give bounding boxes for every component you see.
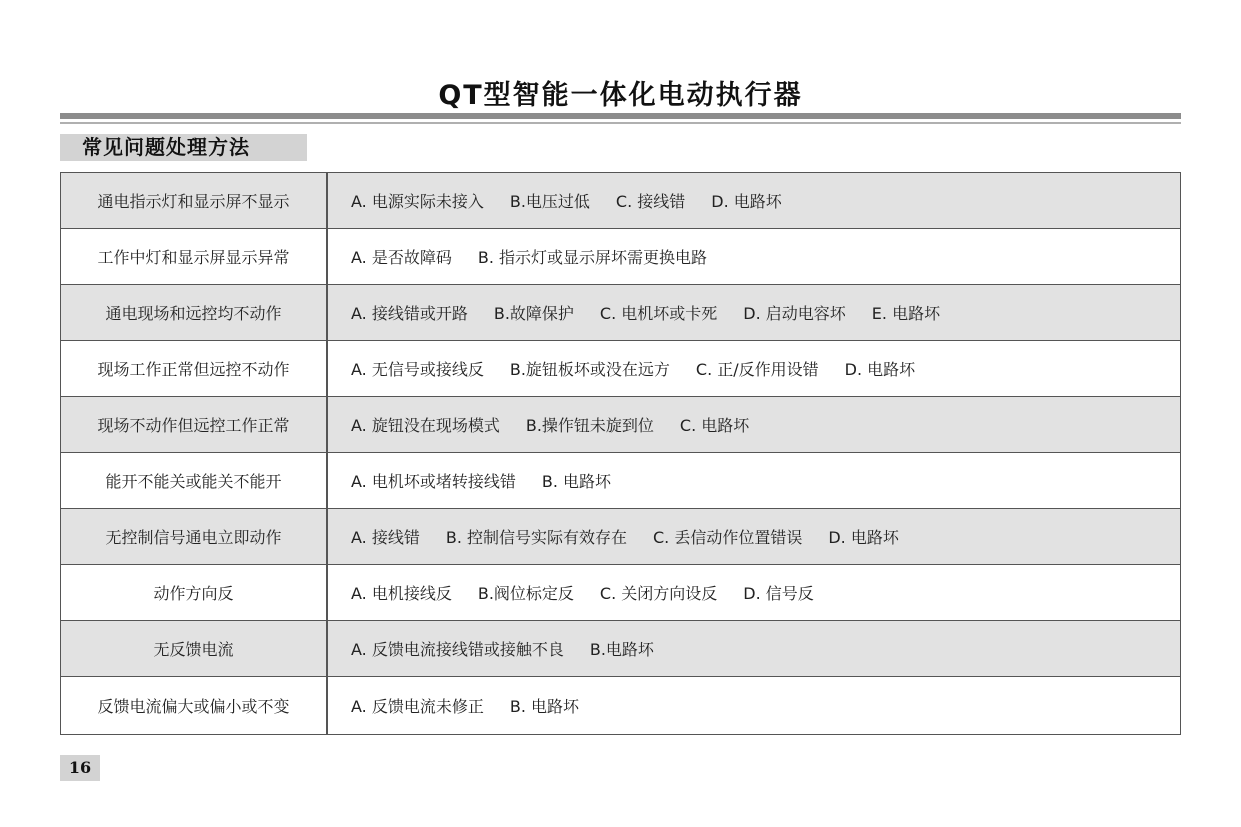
- cause-item: A. 是否故障码: [351, 248, 452, 267]
- cause-item: D. 启动电容坏: [743, 304, 846, 323]
- issue-cell: 能开不能关或能关不能开: [61, 453, 328, 508]
- table-row: [61, 565, 1180, 621]
- cause-item: D. 电路坏: [711, 192, 782, 211]
- cause-item: C. 关闭方向设反: [599, 584, 718, 603]
- cause-item: B.电压过低: [509, 192, 590, 211]
- issue-cell: 动作方向反: [61, 565, 328, 620]
- section-heading-box: [60, 134, 307, 161]
- page-number: 16: [60, 755, 100, 781]
- cause-item: A. 接线错: [351, 528, 420, 547]
- cause-item: B.旋钮板坏或没在远方: [509, 360, 670, 379]
- cause-item: B. 电路坏: [509, 697, 579, 716]
- cause-item: B.阀位标定反: [477, 584, 574, 603]
- cause-item: C. 电路坏: [679, 416, 750, 435]
- cause-item: A. 反馈电流接线错或接触不良: [351, 640, 564, 659]
- table-row: [61, 285, 1180, 341]
- issue-cell: 无反馈电流: [61, 621, 328, 676]
- table-row: [61, 621, 1180, 677]
- cause-item: C. 接线错: [615, 192, 686, 211]
- causes-cell: [351, 341, 941, 396]
- cause-item: A. 旋钮没在现场模式: [351, 416, 500, 435]
- causes-cell: [351, 229, 733, 284]
- cause-item: B.操作钮未旋到位: [525, 416, 654, 435]
- table-row: [61, 677, 1180, 734]
- cause-item: C. 电机坏或卡死: [599, 304, 718, 323]
- table-row: [61, 229, 1180, 285]
- cause-item: B.电路坏: [589, 640, 654, 659]
- issue-cell: 反馈电流偏大或偏小或不变: [61, 677, 328, 734]
- causes-cell: [351, 565, 840, 620]
- cause-item: A. 接线错或开路: [351, 304, 468, 323]
- table-row: [61, 509, 1180, 565]
- cause-item: B.故障保护: [493, 304, 574, 323]
- cause-item: D. 信号反: [743, 584, 814, 603]
- table-row: [61, 173, 1180, 229]
- causes-cell: [351, 677, 605, 734]
- cause-item: A. 电源实际未接入: [351, 192, 484, 211]
- issue-cell: 通电现场和远控均不动作: [61, 285, 328, 340]
- troubleshooting-table: [60, 172, 1181, 735]
- table-row: [61, 341, 1180, 397]
- cause-item: B. 指示灯或显示屏坏需更换电路: [477, 248, 707, 267]
- issue-cell: 现场工作正常但远控不动作: [61, 341, 328, 396]
- cause-item: C. 丢信动作位置错误: [653, 528, 803, 547]
- cause-item: A. 电机坏或堵转接线错: [351, 472, 516, 491]
- section-heading: 常见问题处理方法: [82, 135, 250, 159]
- table-row: [61, 453, 1180, 509]
- causes-cell: [351, 453, 637, 508]
- causes-cell: [351, 285, 966, 340]
- cause-item: D. 电路坏: [844, 360, 916, 379]
- cause-item: E. 电路坏: [871, 304, 941, 323]
- issue-cell: 无控制信号通电立即动作: [61, 509, 328, 564]
- header-rule-thick: [60, 113, 1181, 119]
- cause-item: C. 正/反作用设错: [695, 360, 819, 379]
- cause-item: A. 反馈电流未修正: [351, 697, 484, 716]
- issue-cell: 工作中灯和显示屏显示异常: [61, 229, 328, 284]
- page-title: QT型智能一体化电动执行器: [438, 80, 803, 111]
- causes-cell: [351, 397, 775, 452]
- causes-cell: [351, 621, 680, 676]
- cause-item: D. 电路坏: [828, 528, 899, 547]
- cause-item: B. 控制信号实际有效存在: [445, 528, 627, 547]
- causes-cell: [351, 173, 808, 228]
- causes-cell: [351, 509, 925, 564]
- cause-item: A. 电机接线反: [351, 584, 452, 603]
- header-rule-thin: [60, 122, 1181, 124]
- cause-item: A. 无信号或接线反: [351, 360, 484, 379]
- issue-cell: 现场不动作但远控工作正常: [61, 397, 328, 452]
- issue-cell: 通电指示灯和显示屏不显示: [61, 173, 328, 228]
- table-row: [61, 397, 1180, 453]
- cause-item: B. 电路坏: [541, 472, 611, 491]
